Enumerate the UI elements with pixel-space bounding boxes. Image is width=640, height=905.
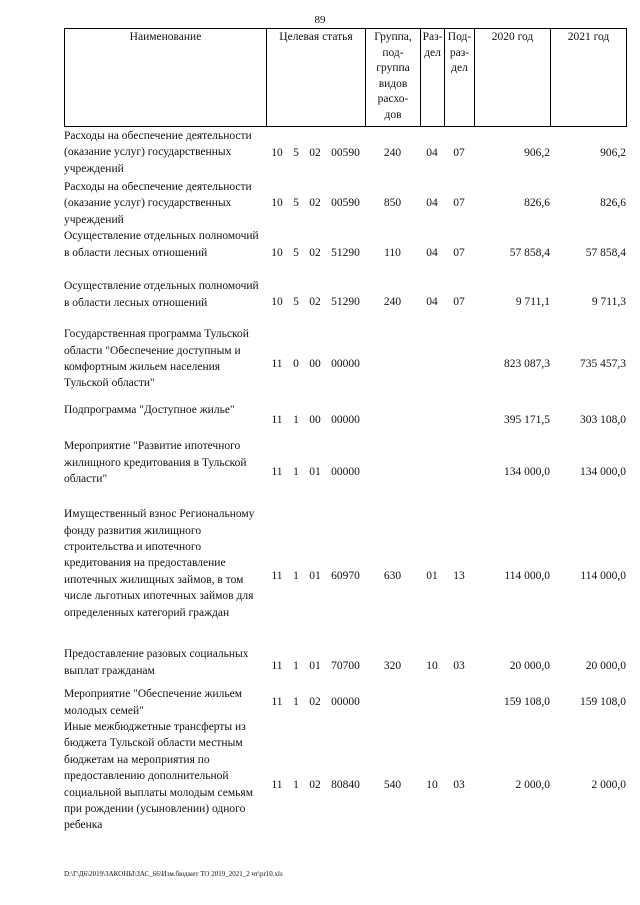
subsection-code: 07 (453, 197, 465, 210)
group-code (365, 686, 420, 719)
measure-code: 00 (309, 414, 321, 427)
section-code (420, 438, 444, 506)
program-code: 10 (271, 247, 283, 260)
amount-2021: 303 108,0 (580, 414, 626, 427)
section-code: 04 (426, 296, 438, 309)
subsection-code: 13 (453, 570, 465, 583)
header-subsection: Под- раз- дел (445, 29, 475, 127)
amount-2021: 134 000,0 (580, 466, 626, 479)
program-code: 10 (271, 197, 283, 210)
measure-code: 02 (309, 778, 321, 791)
header-year-2021: 2021 год (551, 29, 627, 127)
amount-2021: 57 858,4 (585, 247, 626, 260)
subsection-code (444, 438, 474, 506)
subsection-code (444, 402, 474, 438)
header-section: Раз- дел (421, 29, 445, 127)
row-name: Осуществление отдельных полномочий в области лесных отношений (64, 230, 259, 259)
group-code: 850 (383, 197, 402, 210)
section-code (420, 326, 444, 402)
subprogram-code: 1 (293, 466, 299, 479)
program-code: 10 (271, 147, 283, 160)
row-name: Мероприятие "Развитие ипотечного жилищного кредитования в Тульской области" (64, 440, 247, 486)
amount-2020: 159 108,0 (504, 696, 550, 709)
measure-code: 02 (309, 147, 321, 160)
subsection-code (444, 686, 474, 719)
subprogram-code: 5 (293, 197, 299, 210)
row-name: Государственная программа Тульской области "Обеспечение доступным и комфортным жильем населения Тульской области" (64, 328, 249, 390)
measure-code: 01 (309, 466, 321, 479)
program-code: 11 (271, 570, 283, 583)
header-name: Наименование (65, 29, 267, 127)
section-code: 10 (426, 778, 438, 791)
file-path-footer: D:\Г\Д6\2019\ЗАКОНЫ\ЗАС_66\Изм.бюджет ТО 2019_2021_2 чт\pr10.xls (64, 870, 283, 878)
table-row (64, 506, 626, 646)
subprogram-code: 1 (293, 570, 299, 583)
direction-code: 00590 (331, 197, 360, 210)
group-code (365, 326, 420, 402)
program-code: 11 (271, 414, 283, 427)
program-code: 11 (271, 358, 283, 371)
amount-2021: 906,2 (600, 147, 626, 160)
measure-code: 02 (309, 247, 321, 260)
table-header (64, 28, 627, 127)
amount-2020: 826,6 (524, 197, 550, 210)
amount-2021: 114 000,0 (580, 570, 626, 583)
section-code (420, 402, 444, 438)
budget-table (64, 128, 626, 851)
direction-code: 80840 (331, 778, 360, 791)
subsection-code: 07 (453, 147, 465, 160)
amount-2020: 9 711,1 (515, 296, 550, 309)
row-name: Расходы на обеспечение деятельности (оказание услуг) государственных учреждений (64, 130, 252, 175)
table-row (64, 326, 626, 402)
subsection-code: 03 (453, 778, 465, 791)
page-number: 89 (314, 14, 326, 26)
amount-2021: 735 457,3 (580, 358, 626, 371)
header-year-2020: 2020 год (475, 29, 551, 127)
section-code: 10 (426, 660, 438, 673)
subprogram-code: 5 (293, 147, 299, 160)
measure-code: 01 (309, 570, 321, 583)
amount-2020: 395 171,5 (504, 414, 550, 427)
direction-code: 00000 (331, 358, 360, 371)
row-name: Расходы на обеспечение деятельности (оказание услуг) государственных учреждений (64, 181, 252, 226)
table-row (64, 719, 626, 851)
direction-code: 00590 (331, 147, 360, 160)
program-code: 11 (271, 466, 283, 479)
table-row (64, 278, 626, 326)
row-name: Подпрограмма "Доступное жилье" (64, 404, 235, 417)
direction-code: 70700 (331, 660, 360, 673)
direction-code: 60970 (331, 570, 360, 583)
section-code (420, 686, 444, 719)
group-code: 630 (383, 570, 402, 583)
row-name: Иные межбюджетные трансферты из бюджета Тульской области местным бюджетам на мероприятия по предоставлению дополнительной социальной выплаты молодым семьям при рождении (усыновлении) одного ребенка (64, 721, 253, 832)
program-code: 10 (271, 296, 283, 309)
amount-2020: 2 000,0 (515, 778, 550, 791)
group-code: 240 (383, 147, 402, 160)
section-code: 04 (426, 197, 438, 210)
amount-2021: 9 711,3 (591, 296, 626, 309)
section-code: 01 (426, 570, 438, 583)
row-name: Имущественный взнос Региональному фонду развития жилищного строительства и ипотечного кредитования на предоставление ипотечных жилищных займов, в том числе льготных ипотечных займов для определенных категорий граждан (64, 508, 255, 619)
row-name: Осуществление отдельных полномочий в области лесных отношений (64, 280, 259, 309)
table-row (64, 179, 626, 228)
amount-2020: 823 087,3 (504, 358, 550, 371)
measure-code: 01 (309, 660, 321, 673)
amount-2020: 20 000,0 (509, 660, 550, 673)
direction-code: 51290 (331, 296, 360, 309)
group-code: 110 (384, 247, 401, 260)
amount-2021: 20 000,0 (585, 660, 626, 673)
amount-2021: 159 108,0 (580, 696, 626, 709)
subprogram-code: 1 (293, 778, 299, 791)
group-code: 320 (383, 660, 402, 673)
subsection-code (444, 326, 474, 402)
row-name: Предоставление разовых социальных выплат гражданам (64, 648, 249, 677)
header-target-article: Целевая статья (267, 29, 366, 127)
table-row (64, 686, 626, 719)
table-row (64, 128, 626, 179)
section-code: 04 (426, 147, 438, 160)
amount-2020: 906,2 (524, 147, 550, 160)
subprogram-code: 1 (293, 414, 299, 427)
group-code: 240 (383, 296, 402, 309)
subsection-code: 03 (453, 660, 465, 673)
measure-code: 02 (309, 696, 321, 709)
direction-code: 00000 (331, 466, 360, 479)
subprogram-code: 1 (293, 696, 299, 709)
program-code: 11 (271, 660, 283, 673)
direction-code: 00000 (331, 696, 360, 709)
program-code: 11 (271, 696, 283, 709)
table-row (64, 228, 626, 278)
amount-2021: 2 000,0 (591, 778, 626, 791)
measure-code: 02 (309, 197, 321, 210)
subsection-code: 07 (453, 247, 465, 260)
subprogram-code: 5 (293, 247, 299, 260)
table-row (64, 438, 626, 506)
subprogram-code: 0 (293, 358, 299, 371)
amount-2020: 114 000,0 (504, 570, 550, 583)
amount-2020: 134 000,0 (504, 466, 550, 479)
amount-2020: 57 858,4 (509, 247, 550, 260)
direction-code: 51290 (331, 247, 360, 260)
measure-code: 00 (309, 358, 321, 371)
row-name: Мероприятие "Обеспечение жильем молодых семей" (64, 688, 242, 717)
measure-code: 02 (309, 296, 321, 309)
group-code (365, 402, 420, 438)
amount-2021: 826,6 (600, 197, 626, 210)
direction-code: 00000 (331, 414, 360, 427)
program-code: 11 (271, 778, 283, 791)
section-code: 04 (426, 247, 438, 260)
subprogram-code: 5 (293, 296, 299, 309)
group-code (365, 438, 420, 506)
table-row (64, 402, 626, 438)
subprogram-code: 1 (293, 660, 299, 673)
header-group: Группа, под- группа видов расхо- дов (366, 29, 421, 127)
table-row (64, 646, 626, 686)
subsection-code: 07 (453, 296, 465, 309)
group-code: 540 (383, 778, 402, 791)
